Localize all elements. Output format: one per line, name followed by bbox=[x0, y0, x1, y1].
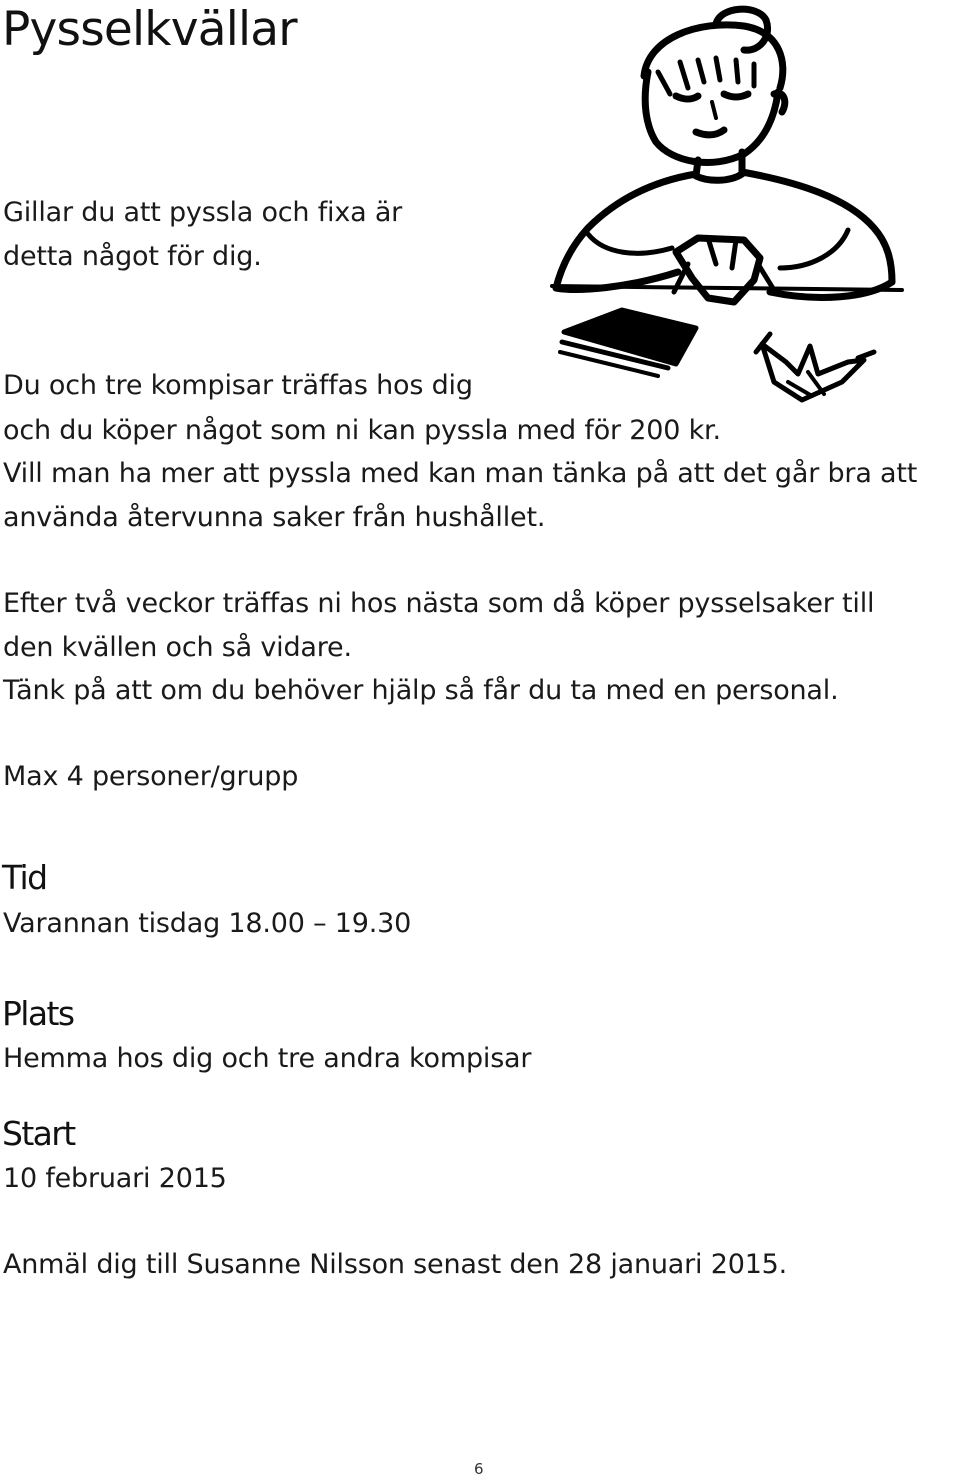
time-heading: Tid bbox=[2, 858, 47, 897]
intro-line: detta något för dig. bbox=[3, 241, 262, 272]
intro-line: Gillar du att pyssla och fixa är bbox=[3, 197, 403, 228]
rotation-line: Efter två veckor träffas ni hos nästa som då köper pysselsaker till bbox=[3, 588, 875, 619]
description-line: Vill man ha mer att pyssla med kan man tänka på att det går bra att bbox=[3, 458, 918, 489]
person-folding-origami-illustration bbox=[548, 2, 906, 414]
description-line: använda återvunna saker från hushållet. bbox=[3, 502, 546, 533]
page-number: 6 bbox=[474, 1460, 484, 1478]
description-line: Du och tre kompisar träffas hos dig bbox=[3, 370, 473, 401]
place-heading: Plats bbox=[2, 994, 74, 1033]
start-heading: Start bbox=[2, 1114, 75, 1153]
time-value: Varannan tisdag 18.00 – 19.30 bbox=[3, 908, 412, 939]
signup-note: Anmäl dig till Susanne Nilsson senast den 28 januari 2015. bbox=[3, 1249, 788, 1280]
rotation-line: Tänk på att om du behöver hjälp så får du ta med en personal. bbox=[3, 675, 839, 706]
description-line: och du köper något som ni kan pyssla med för 200 kr. bbox=[3, 415, 721, 446]
place-value: Hemma hos dig och tre andra kompisar bbox=[3, 1043, 532, 1074]
page-title: Pysselkvällar bbox=[2, 2, 297, 57]
group-size: Max 4 personer/grupp bbox=[3, 761, 299, 792]
start-value: 10 februari 2015 bbox=[3, 1163, 227, 1194]
rotation-line: den kvällen och så vidare. bbox=[3, 632, 352, 663]
